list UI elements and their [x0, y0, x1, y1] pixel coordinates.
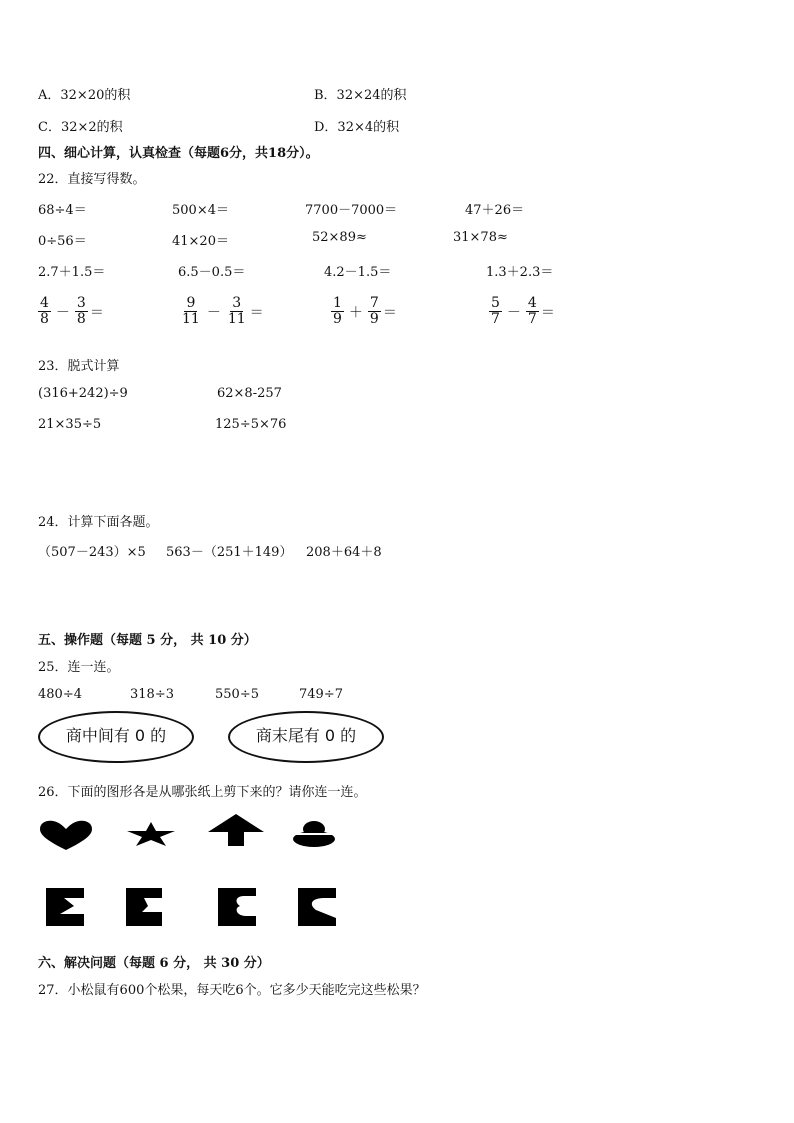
fraction: [368, 296, 381, 327]
denominator: 7: [491, 311, 500, 327]
operator: －: [506, 304, 521, 321]
oval-label: 商中间有 0 的: [65, 725, 167, 745]
choice-b: B．32×24的积: [314, 88, 407, 103]
operator: ＋: [348, 304, 363, 321]
q26-title: 26．下面的图形各是从哪张纸上剪下来的？请你连一连。: [38, 785, 367, 800]
numerator: 3: [76, 295, 86, 311]
section5-heading: 五、操作题（每题 5 分， 共 10 分）: [38, 633, 257, 648]
q22-r3-c1: 2.7＋1.5＝: [38, 265, 106, 280]
cut-paper-star-icon: [126, 888, 162, 926]
numerator: 3: [232, 295, 242, 311]
q24-title: 24．计算下面各题。: [38, 515, 159, 530]
q22-r3-c4: 1.3＋2.3＝: [486, 265, 554, 280]
q22-r2-c1: 0÷56＝: [38, 234, 87, 249]
fraction: [75, 296, 88, 327]
equals-sign: ＝: [89, 304, 104, 321]
numerator: 9: [186, 295, 196, 311]
q23-item-1: (316+242)÷9: [38, 386, 128, 401]
q25-title: 25．连一连。: [38, 660, 120, 675]
cloud-icon: [292, 820, 336, 848]
cut-paper-arrow-icon: [298, 888, 336, 926]
q24-item-1: （507－243）×5: [38, 545, 146, 560]
q23-item-4: 125÷5×76: [215, 417, 287, 432]
fraction-expression: [329, 296, 397, 327]
oval-end-zero[interactable]: [228, 711, 384, 763]
operator: －: [206, 304, 221, 321]
fraction: [526, 296, 539, 327]
numerator: 5: [491, 295, 500, 311]
section4-heading: 四、细心计算，认真检查（每题6分，共18分）。: [38, 146, 319, 161]
q22-title: 22．直接写得数。: [38, 172, 146, 187]
q22-r2-c4: 31×78≈: [453, 230, 508, 245]
q22-r1-c3: 7700－7000＝: [305, 203, 398, 218]
q23-title: 23．脱式计算: [38, 359, 120, 374]
choice-c: C．32×2的积: [38, 120, 123, 135]
q24-item-3: 208＋64＋8: [306, 545, 382, 560]
denominator: 7: [527, 311, 537, 327]
numerator: 4: [40, 295, 49, 311]
cut-paper-cloud-icon: [218, 888, 256, 926]
oval-middle-zero[interactable]: [38, 711, 194, 763]
q25-item-3: 550÷5: [215, 687, 259, 702]
q22-r2-c3: 52×89≈: [312, 230, 367, 245]
choice-a: A．32×20的积: [38, 88, 131, 103]
q22-r1-c2: 500×4＝: [172, 203, 229, 218]
q22-r3-c2: 6.5－0.5＝: [178, 265, 246, 280]
denominator: 9: [333, 311, 342, 327]
numerator: 4: [527, 295, 537, 311]
fraction: [489, 296, 502, 327]
denominator: 11: [227, 311, 246, 327]
q25-item-1: 480÷4: [38, 687, 82, 702]
q23-item-2: 62×8-257: [217, 386, 282, 401]
equals-sign: ＝: [540, 304, 555, 321]
fraction-expression: [36, 296, 104, 327]
star-icon: [127, 822, 175, 846]
operator: －: [55, 304, 70, 321]
equals-sign: ＝: [249, 304, 264, 321]
q22-r1-c1: 68÷4＝: [38, 203, 87, 218]
numerator: 7: [369, 295, 379, 311]
arrow-up-icon: [208, 814, 264, 846]
q27-text: 27．小松鼠有600个松果，每天吃6个。它多少天能吃完这些松果？: [38, 983, 426, 998]
fraction-expression: [178, 296, 264, 327]
heart-icon: [40, 820, 92, 852]
fraction: [38, 296, 51, 327]
choice-d: D．32×4的积: [314, 120, 400, 135]
oval-label: 商末尾有 0 的: [255, 725, 357, 745]
section6-heading: 六、解决问题（每题 6 分， 共 30 分）: [38, 956, 270, 971]
q22-r2-c2: 41×20＝: [172, 234, 229, 249]
fraction-expression: [487, 296, 555, 327]
fraction: [180, 296, 202, 327]
denominator: 8: [40, 311, 49, 327]
denominator: 11: [182, 311, 200, 327]
q22-r3-c3: 4.2－1.5＝: [324, 265, 392, 280]
q25-item-4: 749÷7: [299, 687, 343, 702]
q22-r1-c4: 47＋26＝: [465, 203, 525, 218]
q25-item-2: 318÷3: [130, 687, 174, 702]
denominator: 8: [76, 311, 86, 327]
cut-paper-heart-icon: [46, 888, 84, 926]
equals-sign: ＝: [382, 304, 397, 321]
numerator: 1: [333, 295, 342, 311]
q23-item-3: 21×35÷5: [38, 417, 102, 432]
denominator: 9: [369, 311, 379, 327]
q24-item-2: 563－（251＋149）: [166, 545, 293, 560]
fraction: [331, 296, 344, 327]
fraction: [226, 296, 248, 327]
